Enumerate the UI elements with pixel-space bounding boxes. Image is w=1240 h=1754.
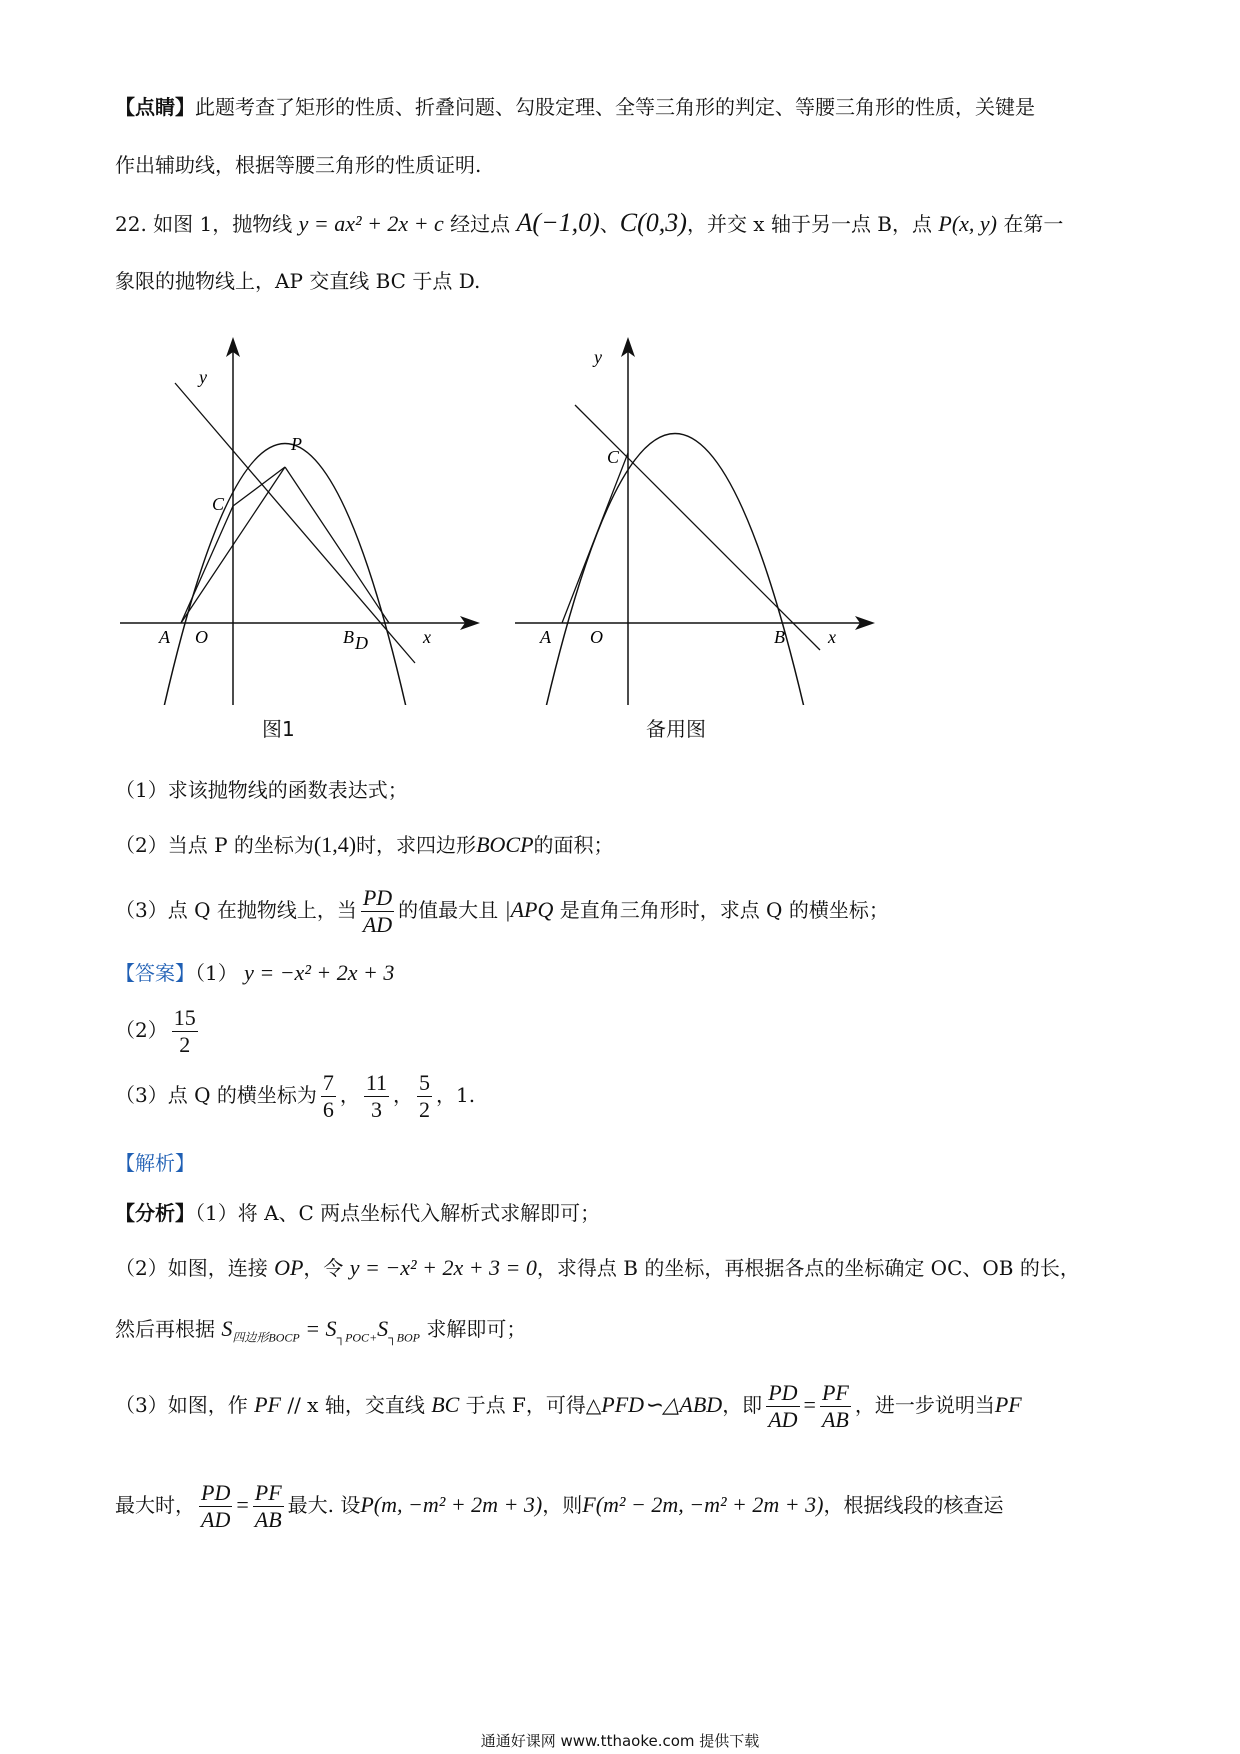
fraction-denominator: AD [362,912,393,937]
fraction-denominator: 3 [370,1097,382,1122]
similar-triangles: PFD∽△ABD [601,1392,723,1417]
fraction-numerator: 15 [173,1005,196,1030]
answer-3-tail: ，1. [436,1083,476,1107]
label-x: x [828,627,836,647]
answer-2 [115,1000,1135,1060]
question-2-text: 的面积； [533,833,614,857]
ratio-pd-ad [766,1380,799,1433]
analysis-label: 【分析】 [115,1201,195,1225]
answer-3-fraction-3 [417,1070,432,1123]
dianjing-text-2: 作出辅助线，根据等腰三角形的性质证明. [115,153,482,177]
fraction-numerator: 11 [365,1070,388,1095]
label-b: B [774,627,785,647]
area-equals: = S [299,1316,337,1341]
answer-3: （3）点 Q 的横坐标为 $\frac{7}{6}$ ， $\frac{11}{3}$ ， $\frac{5}{2}$ ，1. [115,1070,476,1122]
fraction-denominator: AB [254,1507,282,1532]
area-symbol: S [221,1316,233,1341]
analysis-3-text: 然后再根据 [115,1317,215,1341]
fraction-denominator: AD [201,1507,231,1532]
ratio-pd-ad [199,1480,232,1533]
parabola-equation: y = ax² + 2x + c [298,211,444,236]
analysis-4-text: 于点 F，可得△ [465,1393,602,1417]
label-a: A [540,627,551,647]
point-p-param: P(m, −m² + 2m + 3) [360,1492,543,1517]
answer-3-fraction-1 [321,1070,336,1123]
dianjing-line-1 [115,92,1135,122]
analysis-5: 最大时， $\frac{PD}{AD}$ = $\frac{PF}{AB}$ 最大. 设P(m, −m² + 2m + 3)，则F(m² − 2m, −m² + 2m + 3)，根据线段的核查运 [115,1480,1004,1532]
question-3-text: 的值最大且 [398,898,499,922]
fraction-numerator: PD [768,1380,798,1405]
analysis-1-text: （1）将 A、C 两点坐标代入解析式求解即可； [195,1201,601,1225]
point-c: C(0,3) [619,208,687,237]
ratio-pf-ab [820,1380,851,1433]
segment-pf: PF [254,1392,281,1417]
fraction-denominator: 2 [419,1097,431,1122]
label-d: D [355,633,368,653]
fraction-denominator: AD [768,1407,798,1432]
label-p: P [291,434,302,454]
dianjing-line-2 [115,150,1135,180]
jiexi-label: 【解析】 [115,1151,195,1175]
problem-text: ，并交 x 轴于另一点 B，点 [686,212,933,236]
point-a: A(−1,0) [516,208,600,237]
question-3-text: （3）点 Q 在抛物线上，当 [115,898,357,922]
answer-label: 【答案】 [115,961,195,985]
jiexi-heading [115,1148,1135,1178]
label-x: x [423,627,431,647]
area-formula [221,1316,420,1345]
problem-line-1 [115,208,1135,239]
fraction-numerator: PD [362,885,393,910]
fraction-numerator: 7 [322,1070,334,1095]
label-o: O [590,627,603,647]
analysis-5-text: ，则 [542,1493,583,1517]
answer-1-equation: y = −x² + 2x + 3 [244,960,395,985]
fraction-numerator: PF [821,1380,849,1405]
answer-3-fraction-2 [364,1070,389,1123]
analysis-3 [115,1314,1135,1352]
dianjing-text-1: 此题考查了矩形的性质、折叠问题、勾股定理、全等三角形的判定、等腰三角形的性质，关键是 [195,95,1035,119]
analysis-2-text: ，求得点 B 的坐标，再根据各点的坐标确定 OC、OB 的长， [536,1256,1080,1280]
area-subscript: 四边形BOCP [232,1330,300,1345]
problem-intro: 22. 如图 1，抛物线 [115,212,293,236]
answer-2-fraction [172,1005,198,1058]
figure-1-caption: 图1 [262,717,295,741]
question-1 [115,775,1135,805]
analysis-2-text: ，令 [303,1256,344,1280]
label-y: y [594,347,602,367]
question-3-text: 是直角三角形时，求点 Q 的横坐标； [559,898,889,922]
analysis-3-text: 求解即可； [426,1317,527,1341]
analysis-2-equation: y = −x² + 2x + 3 = 0 [349,1255,537,1280]
question-2-text: 时，求四边形 [356,833,477,857]
analysis-5-text: 最大时， [115,1493,195,1517]
analysis-4-text: ，进一步说明当 [854,1393,995,1417]
problem-text: 象限的抛物线上，AP 交直线 BC 于点 D. [115,269,481,293]
segment-bp [285,467,389,623]
segment-ac [562,453,628,623]
fraction-numerator: PD [201,1480,231,1505]
area-subscript: ┐BOP [388,1330,420,1345]
analysis-4-text: ，即 [722,1393,763,1417]
analysis-2 [115,1253,1135,1283]
problem-text: 在第一 [1003,212,1064,236]
fraction-denominator: 2 [179,1032,191,1057]
segment-op: OP [274,1255,304,1280]
label-c: C [212,494,225,514]
parabola-curve [161,444,409,706]
analysis-1 [115,1198,1135,1228]
label-y: y [199,367,207,387]
question-3 [115,880,1135,940]
label-o: O [195,627,208,647]
analysis-2-text: （2）如图，连接 [115,1256,268,1280]
fraction-denominator: 6 [322,1097,334,1122]
fraction-numerator: 5 [419,1070,431,1095]
dianjing-label: 【点睛】 [115,95,195,119]
segment-cp [233,467,285,506]
analysis-5-text: 最大. 设 [287,1493,361,1517]
ratio-pf-ab [253,1480,284,1533]
label-b: B [343,627,354,647]
line-bc-text: BC [431,1392,460,1417]
answer-1 [115,958,1135,988]
question-3-triangle: |APQ [504,897,554,922]
figure-backup-caption: 备用图 [646,717,706,741]
analysis-4-text: （3）如图，作 [115,1393,248,1417]
line-bc [175,383,415,663]
problem-text: 经过点 [450,212,511,236]
figure-1 [115,325,495,705]
question-2-text: （2）当点 P 的坐标为 [115,833,314,857]
question-1-text: （1）求该抛物线的函数表达式； [115,778,408,802]
answer-1-prefix: （1） [195,961,238,985]
area-subscript: ┐POC+ [336,1330,378,1345]
fraction-numerator: PF [254,1480,282,1505]
segment-pf: PF [994,1392,1022,1417]
question-3-fraction [361,885,394,938]
analysis-5-text: ，根据线段的核查运 [823,1493,1004,1517]
analysis-4: （3）如图，作 PF // x 轴，交直线 BC 于点 F，可得△PFD∽△ABD，即 $\frac{PD}{AD}$ = $\frac{PF}{AB}$ ，进一步说明当PF [115,1380,1022,1432]
label-a: A [159,627,170,647]
point-f-param: F(m² − 2m, −m² + 2m + 3) [582,1492,824,1517]
label-c: C [607,447,620,467]
answer-2-prefix: （2） [115,1018,168,1042]
problem-line-2 [115,266,1135,296]
figure-backup [510,325,890,705]
answer-3-prefix: （3）点 Q 的横坐标为 [115,1083,317,1107]
separator: 、 [599,212,620,236]
question-2-point: (1,4) [313,832,357,857]
point-p: P(x, y) [938,211,997,236]
segment-ac [181,506,233,623]
fraction-denominator: AB [821,1407,849,1432]
question-2 [115,830,1135,860]
area-symbol: S [377,1316,389,1341]
analysis-4-text: // x 轴，交直线 [287,1393,425,1417]
question-2-shape: BOCP [476,832,534,857]
footer: 通通好课网 www.tthaoke.com 提供下载 [480,1732,760,1750]
